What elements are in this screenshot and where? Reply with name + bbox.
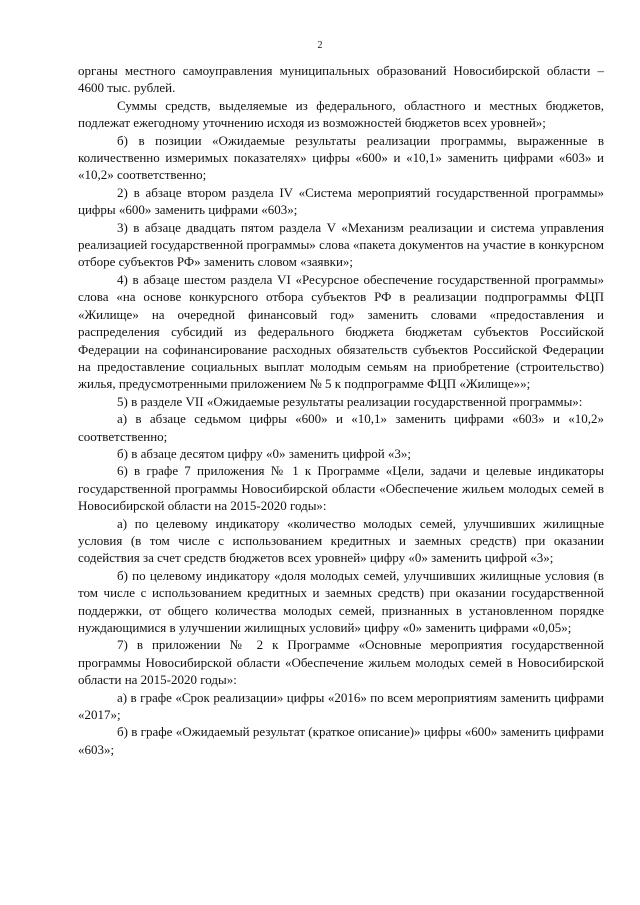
paragraph-item-6b: б) по целевому индикатору «доля молодых семей, улучшивших жилищные условия (в том числе с использованием кредитных и заемных средств) при оказании государственной поддержки, от общего количества молодых семей, признанных в установленном порядке нуждающимися в улучшении жилищных условий» цифру «0» заменить цифрами «0,05»; (78, 567, 604, 635)
paragraph-budget-note: Суммы средств, выделяемые из федерального, областного и местных бюджетов, подлежат ежегодному уточнению исходя из возможностей бюджетов всех уровней»; (78, 97, 604, 131)
paragraph-item-5a: а) в абзаце седьмом цифры «600» и «10,1» заменить цифрами «603» и «10,2» соответственно; (78, 411, 604, 444)
paragraph-item-5b: б) в абзаце десятом цифру «0» заменить цифрой «3»; (117, 445, 412, 461)
paragraph-item-1b: б) в позиции «Ожидаемые результаты реализации программы, выраженные в количественно измеримых показателях» цифры «600» и «10,1» заменить цифрами «603» и «10,2» соответственно; (78, 132, 604, 183)
paragraph-continuation: органы местного самоуправления муниципальных образований Новосибирской области – 4600 тыс. рублей. (78, 63, 604, 96)
paragraph-item-6: 6) в графе 7 приложения № 1 к Программе «Цели, задачи и целевые индикаторы государственной программы Новосибирской области «Обеспечение жильем молодых семей в Новосибирской области на 2015-2020 годы»: (78, 463, 604, 514)
paragraph-item-4: 4) в абзаце шестом раздела VI «Ресурсное обеспечение государственной программы» слова «на основе конкурсного отбора субъектов РФ в реализации подпрограммы ФЦП «Жилище» на очередной финансовый год» заменить словами «предоставления и распределения субсидий из федерального бюджета бюджетам субъектов Российской Федерации на софинансирование расходных обязательств субъектов Российской Федерации на предоставление социальных выплат молодым семьям на приобретение (строительство) жилья, предусмотренными приложением № 5 к подпрограмме ФЦП «Жилище»»; (78, 271, 604, 392)
paragraph-item-3: 3) в абзаце двадцать пятом раздела V «Механизм реализации и система управления реализацией государственной программы» слова «пакета документов на участие в конкурсном отборе субъектов РФ» заменить словом «заявки»; (78, 219, 604, 270)
paragraph-item-7a: а) в графе «Срок реализации» цифры «2016» по всем мероприятиям заменить цифрами «2017»; (78, 689, 604, 723)
paragraph-item-7: 7) в приложении № 2 к Программе «Основные мероприятия государственной программы Новосибирской области «Обеспечение жильем молодых семей в Новосибирской области на 2015-2020 годы»: (78, 637, 604, 688)
page-number: 2 (317, 40, 323, 51)
paragraph-item-7b: б) в графе «Ожидаемый результат (краткое описание)» цифры «600» заменить цифрами «603»; (78, 724, 604, 757)
paragraph-item-2: 2) в абзаце втором раздела IV «Система мероприятий государственной программы» цифры «600» заменить цифрами «603»; (78, 184, 604, 218)
paragraph-item-5: 5) в разделе VII «Ожидаемые результаты реализации государственной программы»: (117, 393, 583, 409)
paragraph-item-6a: а) по целевому индикатору «количество молодых семей, улучшивших жилищные условия (в том числе с использованием кредитных и заемных средств) при оказании содействия за счет средств бюджетов всех уровней» цифру «0» заменить цифрой «3»; (78, 515, 604, 566)
document-body (78, 62, 604, 758)
